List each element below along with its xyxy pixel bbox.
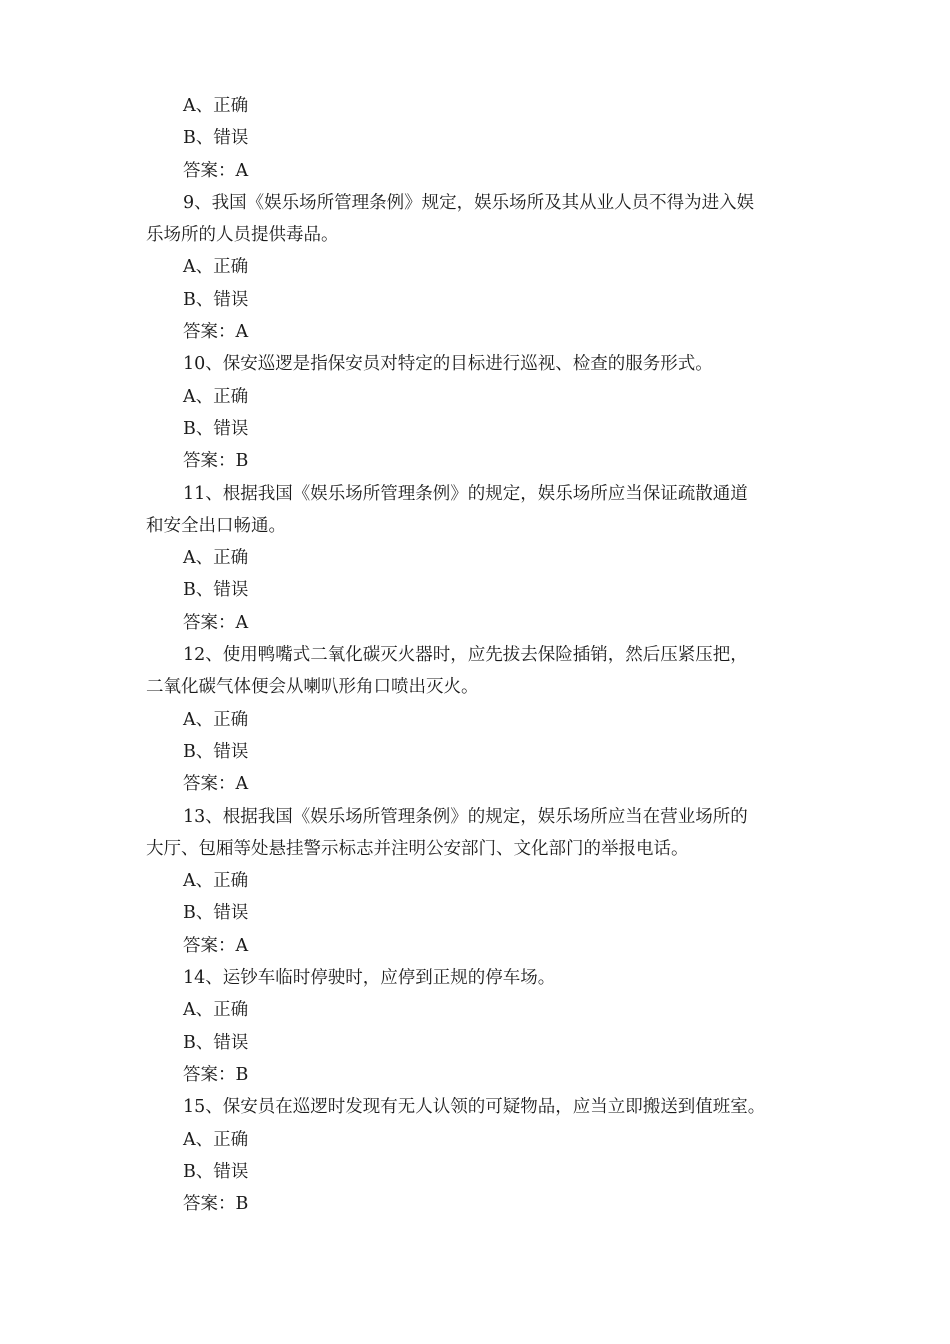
question-text-line1: 9、我国《娱乐场所管理条例》规定，娱乐场所及其从业人员不得为进入娱 (183, 192, 755, 213)
question-text-line1: 11、根据我国《娱乐场所管理条例》的规定，娱乐场所应当保证疏散通道 (183, 483, 748, 504)
option-a: A、正确 (183, 1000, 249, 1021)
answer: 答案：A (183, 160, 249, 181)
option-a: A、正确 (183, 96, 249, 116)
option-b: B、错误 (183, 418, 249, 439)
question-text-line2: 和安全出口畅通。 (146, 515, 286, 536)
option-b: B、错误 (183, 1032, 249, 1053)
option-a: A、正确 (183, 871, 249, 892)
question-text-line1: 10、保安巡逻是指保安员对特定的目标进行巡视、检查的服务形式。 (183, 354, 713, 375)
question-9 (146, 187, 826, 348)
option-a: A、正确 (183, 709, 249, 730)
question-text-line1: 15、保安员在巡逻时发现有无人认领的可疑物品，应当立即搬送到值班室。 (183, 1097, 766, 1118)
question-10 (146, 348, 826, 477)
question-text-line1: 14、运钞车临时停驶时，应停到正规的停车场。 (183, 968, 556, 989)
question-text-line1: 13、根据我国《娱乐场所管理条例》的规定，娱乐场所应当在营业场所的 (183, 806, 748, 827)
question-12 (146, 639, 826, 800)
question-8-tail (146, 90, 826, 187)
answer: 答案：A (183, 612, 249, 633)
question-text-line2: 乐场所的人员提供毒品。 (146, 225, 339, 246)
answer: 答案：A (183, 774, 249, 795)
question-13 (146, 801, 826, 962)
option-a: A、正确 (183, 1129, 249, 1150)
option-a: A、正确 (183, 386, 249, 407)
answer: 答案：A (183, 322, 249, 343)
question-text-line1: 12、使用鸭嘴式二氧化碳灭火器时，应先拔去保险插销，然后压紧压把， (183, 645, 748, 666)
question-11 (146, 478, 826, 639)
question-text-line2: 大厅、包厢等处悬挂警示标志并注明公安部门、文化部门的举报电话。 (146, 838, 689, 859)
option-a: A、正确 (183, 257, 249, 278)
answer: 答案：A (183, 935, 249, 956)
option-b: B、错误 (183, 128, 249, 149)
quiz-content (146, 90, 826, 1220)
option-b: B、错误 (183, 1161, 249, 1182)
question-text-line2: 二氧化碳气体便会从喇叭形角口喷出灭火。 (146, 677, 479, 698)
question-15 (146, 1091, 826, 1220)
question-14 (146, 962, 826, 1091)
option-b: B、错误 (183, 903, 249, 924)
option-b: B、错误 (183, 741, 249, 762)
answer: 答案：B (183, 1064, 249, 1085)
option-b: B、错误 (183, 289, 249, 310)
answer: 答案：B (183, 451, 249, 472)
answer: 答案：B (183, 1194, 249, 1215)
option-a: A、正确 (183, 548, 249, 569)
option-b: B、错误 (183, 580, 249, 601)
